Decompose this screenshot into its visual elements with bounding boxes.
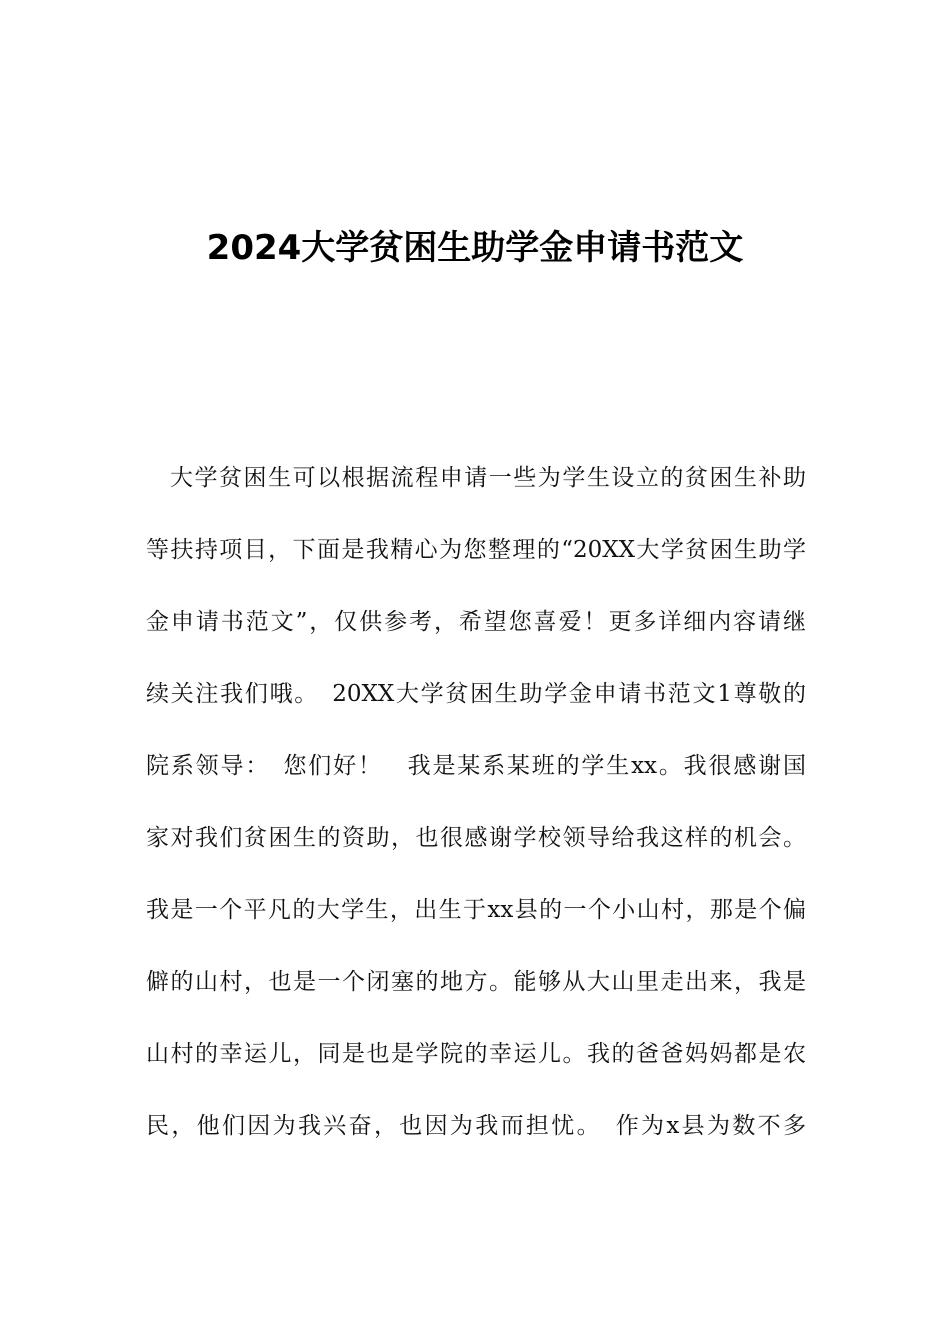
paragraph-line: 民，他们因为我兴奋，也因为我而担忧。 作为x县为数不多 xyxy=(146,1113,806,1139)
paragraph-line: 金申请书范文”，仅供参考，希望您喜爱！更多详细内容请继 xyxy=(146,609,806,635)
paragraph-line: 我是一个平凡的大学生，出生于xx县的一个小山村，那是个偏 xyxy=(146,897,806,923)
paragraph-line: 大学贫困生可以根据流程申请一些为学生设立的贫困生补助 xyxy=(170,465,806,491)
paragraph-line: 山村的幸运儿，同是也是学院的幸运儿。我的爸爸妈妈都是农 xyxy=(146,1041,806,1067)
paragraph-line: 僻的山村，也是一个闭塞的地方。能够从大山里走出来，我是 xyxy=(146,969,806,995)
paragraph-line: 家对我们贫困生的资助，也很感谢学校领导给我这样的机会。 xyxy=(146,825,806,851)
document-body xyxy=(146,452,806,1172)
document-title: 2024大学贫困生助学金申请书范文 xyxy=(206,228,744,268)
paragraph-line: 等扶持项目，下面是我精心为您整理的“20XX大学贫困生助学 xyxy=(146,537,806,563)
paragraph-line: 续关注我们哦。 20XX大学贫困生助学金申请书范文1尊敬的 xyxy=(146,681,806,707)
paragraph-line: 院系领导： 您们好！ 我是某系某班的学生xx。我很感谢国 xyxy=(146,753,806,779)
